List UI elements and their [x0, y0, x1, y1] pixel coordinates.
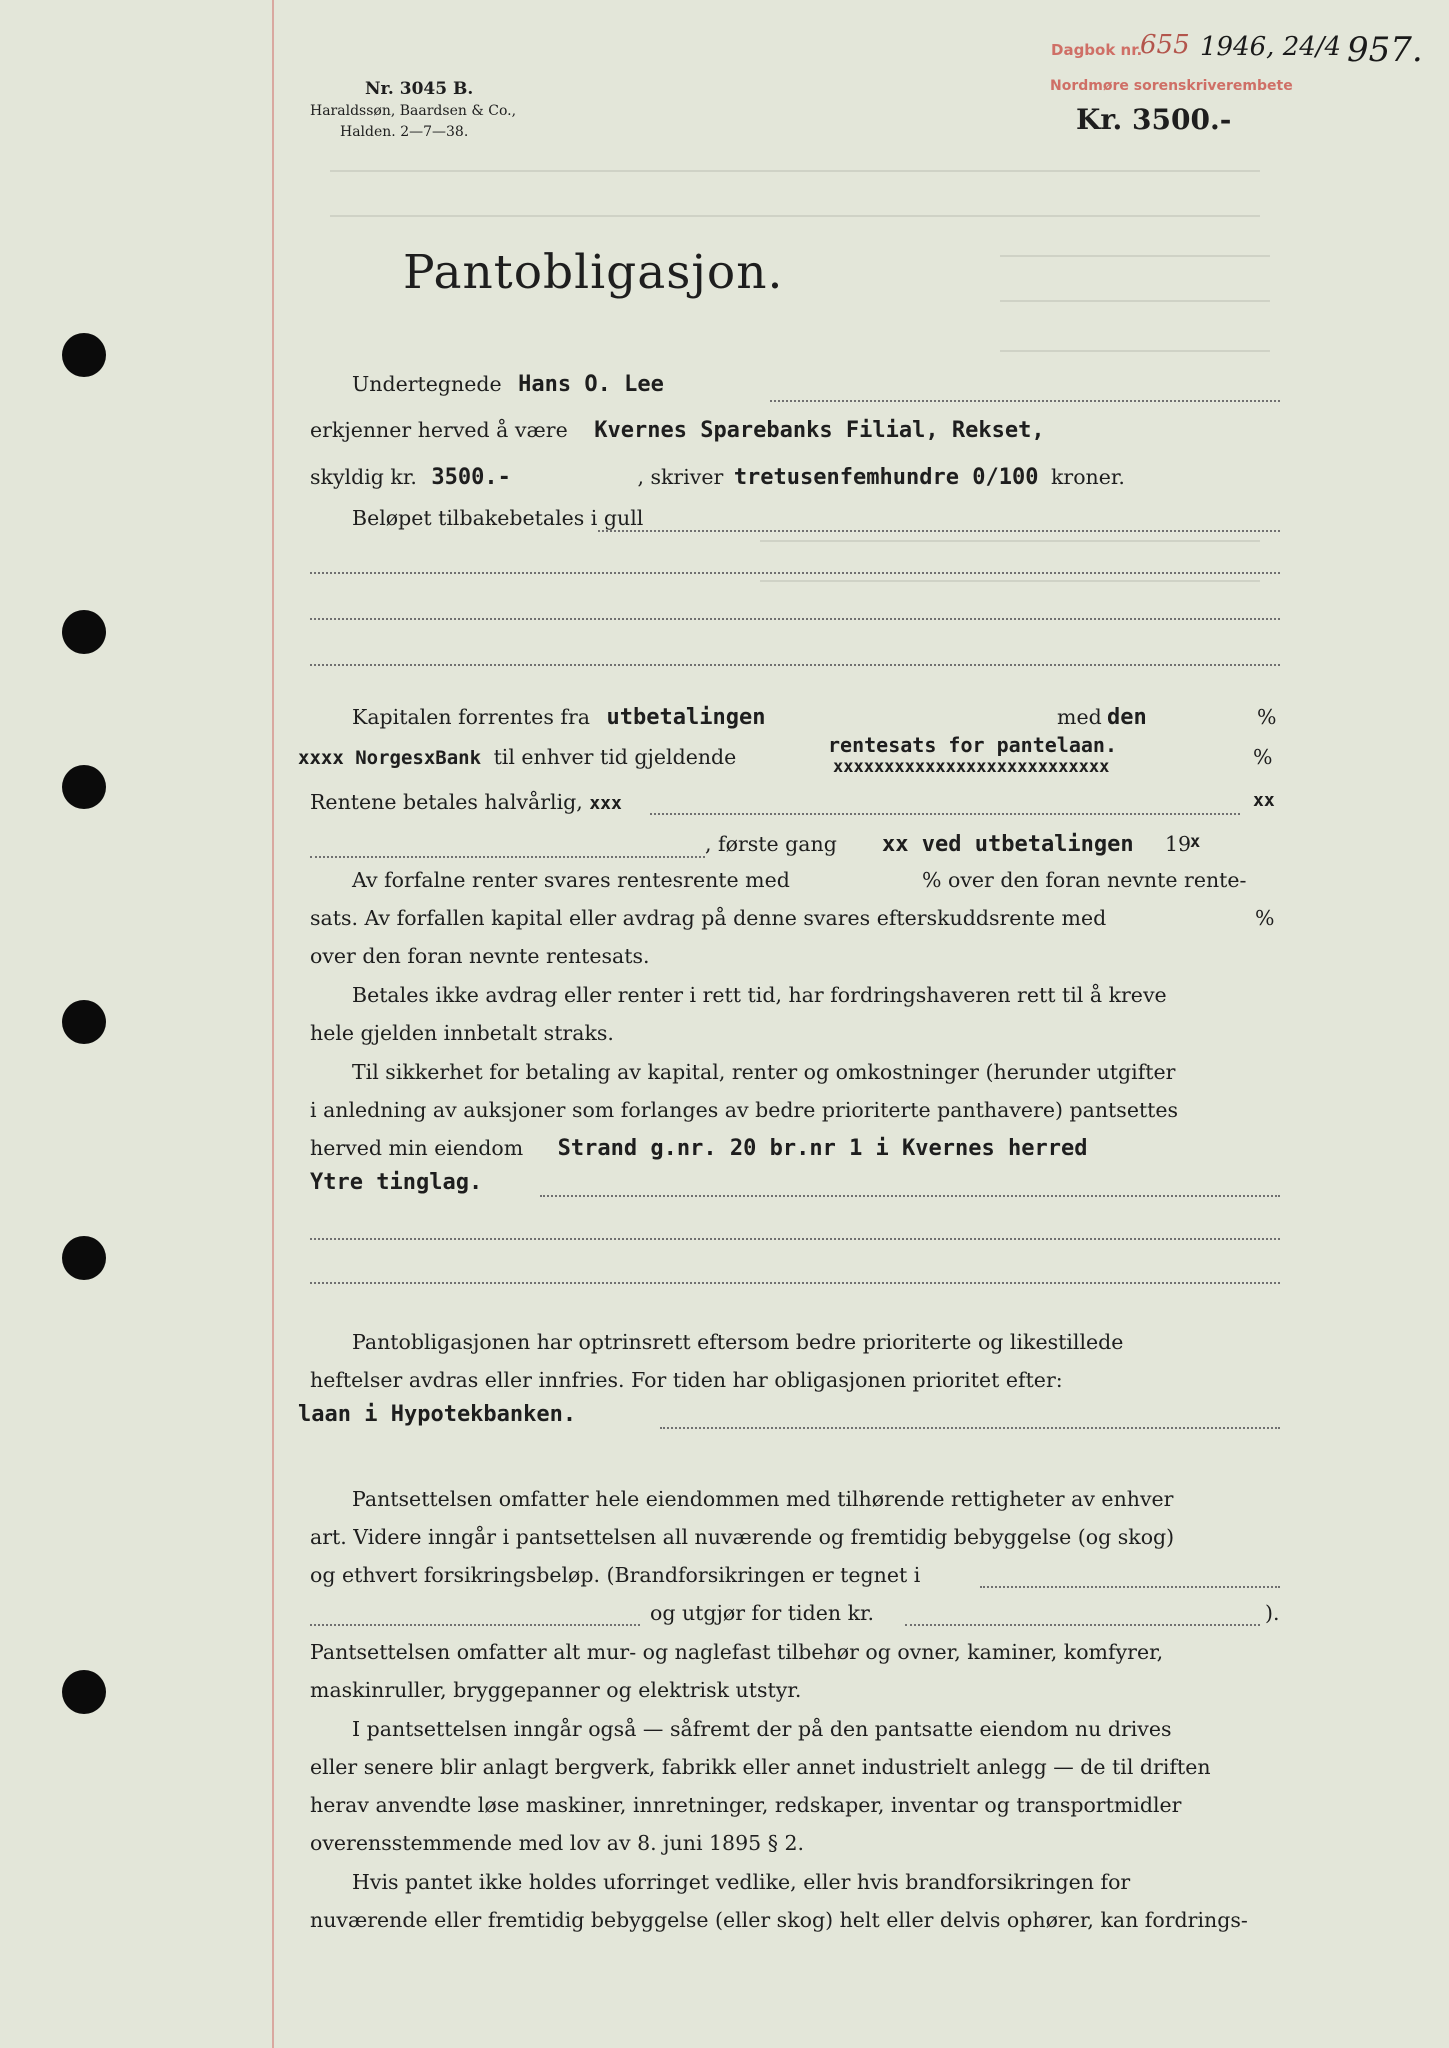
fixtures-text-2: maskinruller, bryggepanner og elektrisk utstyr.	[310, 1678, 802, 1702]
folio-number: 957.	[1347, 30, 1423, 70]
default-text-2: hele gjelden innbetalt straks.	[310, 1021, 614, 1045]
priority-text-2: heftelser avdras eller innfries. For tiden har obligasjonen prioritet efter:	[310, 1368, 1063, 1392]
overdue-text-1b: % over den foran nevnte rente-	[922, 868, 1247, 892]
journal-date: 1946, 24/4	[1200, 32, 1342, 62]
industry-text-2: eller senere blir anlagt bergverk, fabrikk eller annet industrielt anlegg — de til driften	[310, 1755, 1211, 1779]
industry-text-1: I pantsettelsen inngår også — såfremt der på den pantsatte eiendom nu drives	[352, 1717, 1172, 1741]
owes-label: skyldig kr.	[310, 465, 417, 489]
red-margin-line	[272, 0, 274, 2048]
struck-bank: xxxx NorgesxBank	[298, 747, 482, 769]
half-year-label: Rentene betales halvårlig,	[310, 790, 583, 814]
writes-label: , skriver	[637, 465, 724, 489]
journal-stamp-label: Dagbok nr.	[1051, 41, 1143, 59]
rate-text: rentesats for pantelaan.	[828, 733, 1117, 757]
security-text-1: Til sikkerhet for betaling av kapital, renter og omkostninger (herunder utgifter	[352, 1060, 1176, 1084]
maintenance-text-2: nuværende eller fremtidig bebyggelse (eller skog) helt eller delvis ophører, kan fordrings-	[310, 1908, 1248, 1932]
first-time-value: xx ved utbetalingen	[882, 832, 1134, 857]
gold-clause: Beløpet tilbakebetales i gull	[352, 506, 644, 530]
amount-in-words: tretusenfemhundre 0/100	[733, 465, 1039, 490]
scope-text-4b: ).	[1265, 1601, 1280, 1625]
overdue-text-2: sats. Av forfallen kapital eller avdrag på denne svares efterskuddsrente med	[310, 906, 1107, 930]
scope-text-4: og utgjør for tiden kr.	[650, 1601, 875, 1625]
property-description: Strand g.nr. 20 br.nr 1 i Kvernes herred	[557, 1136, 1088, 1161]
rate-label: med	[1057, 705, 1102, 729]
rate-value: den	[1107, 705, 1147, 730]
document-title: Pantobligasjon.	[403, 245, 784, 300]
currency-word: kroner.	[1050, 465, 1125, 489]
punch-hole	[62, 765, 106, 809]
overdue-text-1: Av forfalne renter svares rentesrente med	[352, 868, 790, 892]
punch-hole	[62, 333, 106, 377]
priority-value: laan i Hypotekbanken.	[298, 1402, 577, 1427]
punch-hole	[62, 610, 106, 654]
year-struck: xx	[1253, 790, 1275, 811]
print-date: Halden. 2—7—38.	[340, 124, 469, 140]
security-text-2: i anledning av auksjoner som forlanges av bedre prioriterte panthavere) pantsettes	[310, 1098, 1179, 1122]
industry-text-3: herav anvendte løse maskiner, innretninger, redskaper, inventar og transportmidler	[310, 1793, 1182, 1817]
percent-sign: %	[1257, 705, 1277, 729]
publisher: Haraldssøn, Baardsen & Co.,	[310, 103, 517, 119]
interest-from-label: Kapitalen forrentes fra	[352, 705, 590, 729]
property-description-2: Ytre tinglag.	[310, 1170, 483, 1195]
first-time-label: , første gang	[705, 832, 837, 856]
punch-hole	[62, 1236, 106, 1280]
industry-text-4: overensstemmende med lov av 8. juni 1895 § 2.	[310, 1831, 805, 1855]
default-text-1: Betales ikke avdrag eller renter i rett tid, har fordringshaveren rett til å kreve	[352, 983, 1167, 1007]
overdue-text-3: over den foran nevnte rentesats.	[310, 944, 650, 968]
undersigned-label: Undertegnede	[352, 372, 502, 396]
year-struck-2: x	[1190, 832, 1201, 852]
principal-amount: Kr. 3500.-	[1076, 103, 1232, 136]
security-text-3: herved min eiendom	[310, 1136, 524, 1160]
debtor-name: Hans O. Lee	[518, 372, 664, 397]
percent-sign-2: %	[1253, 745, 1273, 769]
punch-hole	[62, 1670, 106, 1714]
overdue-text-2b: %	[1255, 906, 1275, 930]
priority-text-1: Pantobligasjonen har optrinsrett eftersom bedre prioriterte og likestillede	[352, 1330, 1124, 1354]
journal-number: 655	[1140, 30, 1190, 60]
scope-text-2: art. Videre inngår i pantsettelsen all nuværende og fremtidig bebyggelse (og skog)	[310, 1525, 1175, 1549]
half-year-struck: xxx	[589, 793, 622, 814]
owes-amount: 3500.-	[431, 465, 511, 490]
scope-text-3: og ethvert forsikringsbeløp. (Brandforsikringen er tegnet i	[310, 1563, 921, 1587]
court-stamp: Nordmøre sorenskriverembete	[1050, 78, 1293, 94]
interest-from-value: utbetalingen	[606, 705, 766, 730]
creditor-name: Kvernes Sparebanks Filial, Rekset,	[594, 418, 1045, 443]
form-number: Nr. 3045 B.	[365, 79, 474, 99]
struck-rate-text: xxxxxxxxxxxxxxxxxxxxxxxxxxx	[833, 757, 1110, 777]
year-prefix: 19	[1165, 832, 1192, 856]
scope-text-1: Pantsettelsen omfatter hele eiendommen med tilhørende rettigheter av enhver	[352, 1487, 1174, 1511]
punch-hole	[62, 1000, 106, 1044]
current-rate-label: til enhver tid gjeldende	[493, 745, 737, 769]
creditor-label: erkjenner herved å være	[310, 418, 568, 442]
maintenance-text-1: Hvis pantet ikke holdes uforringet vedlike, eller hvis brandforsikringen for	[352, 1870, 1131, 1894]
fixtures-text-1: Pantsettelsen omfatter alt mur- og naglefast tilbehør og ovner, kaminer, komfyrer,	[310, 1640, 1164, 1664]
